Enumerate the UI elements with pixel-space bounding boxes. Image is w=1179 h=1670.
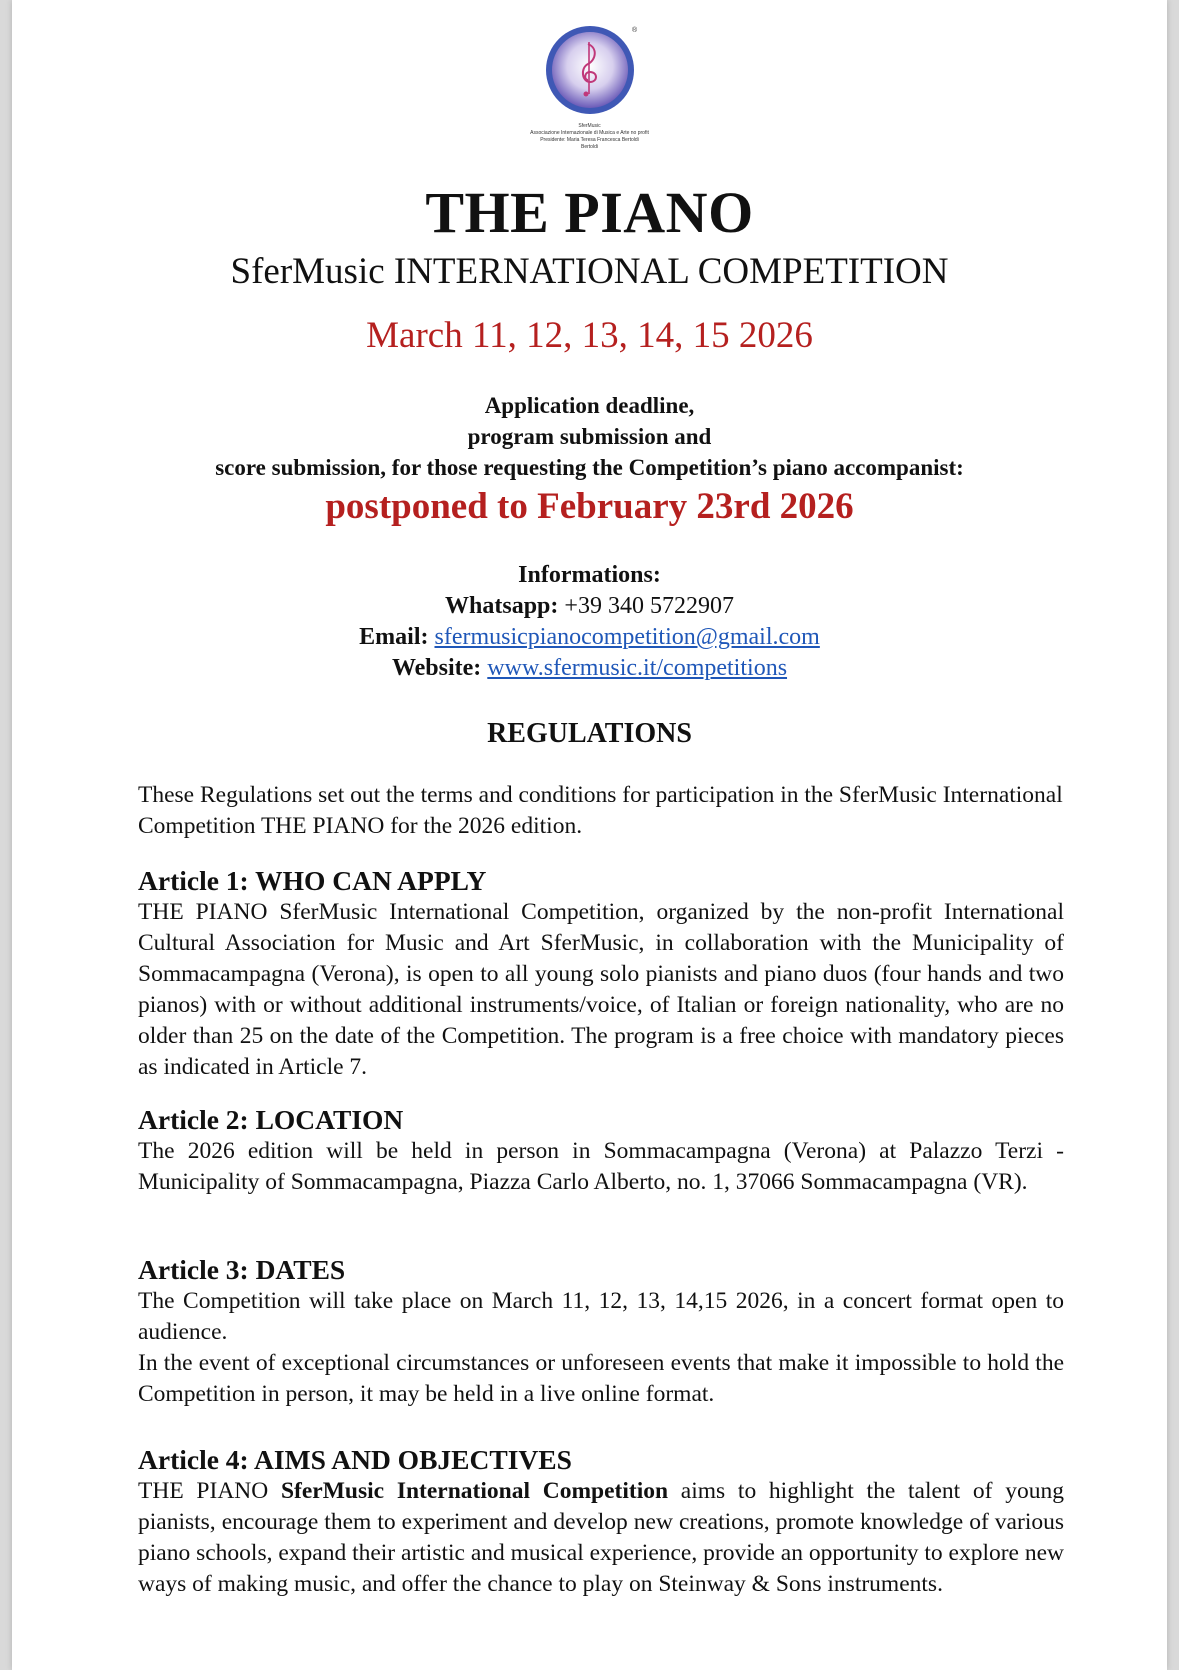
deadline-block [12, 390, 1167, 483]
article-text: THE PIANO SferMusic International Competition, organized by the non-profit International Cultural Association for Music and Art SferMusic, in collaboration with the Municipality of Sommacampagna (Verona), is open to all young solo pianists and piano duos (four hands and two pianos) with or without additional instruments/voice, of Italian or foreign nationality, who are no older than 25 on the date of the Competition. The program is a free choice with mandatory pieces as indicated in Article 7. [138, 899, 1064, 1080]
website-link[interactable]: www.sfermusic.it/competitions [487, 655, 788, 681]
article-title: Article 4: AIMS AND OBJECTIVES [138, 1444, 572, 1475]
website-label: Website: [391, 655, 482, 681]
logo-caption [12, 123, 1167, 151]
contact-info [12, 560, 1167, 684]
logo-line: Bertoldi [581, 144, 598, 150]
article-4 [138, 1443, 1064, 1600]
logo-line: Associazione Internazionale di Musica e Arte no profit [530, 130, 649, 136]
email-link[interactable]: sfermusicpianocompetition@gmail.com [434, 624, 820, 650]
article-2 [138, 1103, 1064, 1198]
postponed-notice: postponed to February 23rd 2026 [325, 486, 854, 527]
deadline-line: Application deadline, [484, 393, 695, 418]
logo-block [12, 22, 1167, 151]
document-subtitle: SferMusic INTERNATIONAL COMPETITION [230, 251, 949, 292]
article-text: In the event of exceptional circumstances or unforeseen events that make it impossible to hold the Competition in person, it may be held in a live online format. [138, 1350, 1064, 1407]
article-text-part: aims to highlight the talent of young pianists, encourage them to experiment and develop new creations, promote knowledge of various piano schools, expand their artistic and musical experience, provide an opportunity to explore new ways of making music, and offer the chance to play on Steinway & Sons instruments. [138, 1478, 1065, 1597]
article-title: Article 2: LOCATION [138, 1104, 404, 1135]
logo-line: Presidente: Maria Teresa Francesca Bertoldi [540, 137, 639, 143]
article-text-part: THE PIANO [138, 1478, 281, 1504]
regulations-heading: REGULATIONS [487, 718, 692, 749]
article-title: Article 1: WHO CAN APPLY [138, 865, 487, 896]
article-text [138, 1476, 1064, 1600]
svg-text:®: ® [631, 27, 637, 34]
article-1 [138, 864, 1064, 1083]
article-text: The 2026 edition will be held in person in Sommacampagna (Verona) at Palazzo Terzi - Municipality of Sommacampagna, Piazza Carlo Alberto, no. 1, 37066 Sommacampagna (VR). [138, 1138, 1064, 1195]
deadline-line: program submission and [467, 424, 712, 449]
article-3 [138, 1253, 1064, 1410]
document-title: THE PIANO [425, 180, 754, 245]
article-text: The Competition will take place on March 11, 12, 13, 14,15 2026, in a concert format open to audience. [138, 1288, 1064, 1345]
regulations-intro: These Regulations set out the terms and conditions for participation in the SferMusic International Competition THE PIANO for the 2026 edition. [138, 782, 1063, 839]
document-page [12, 0, 1167, 1670]
article-text-bold: SferMusic International Competition [280, 1478, 669, 1504]
competition-dates: March 11, 12, 13, 14, 15 2026 [366, 315, 813, 356]
logo-line: SferMusic [578, 123, 601, 129]
whatsapp-label: Whatsapp: [445, 593, 559, 619]
info-heading: Informations: [518, 562, 661, 588]
email-label: Email: [359, 624, 429, 650]
deadline-line: score submission, for those requesting the Competition’s piano accompanist: [215, 455, 964, 480]
whatsapp-number: +39 340 5722907 [564, 593, 734, 619]
article-title: Article 3: DATES [138, 1254, 346, 1285]
sfermusic-logo-icon [542, 22, 638, 118]
